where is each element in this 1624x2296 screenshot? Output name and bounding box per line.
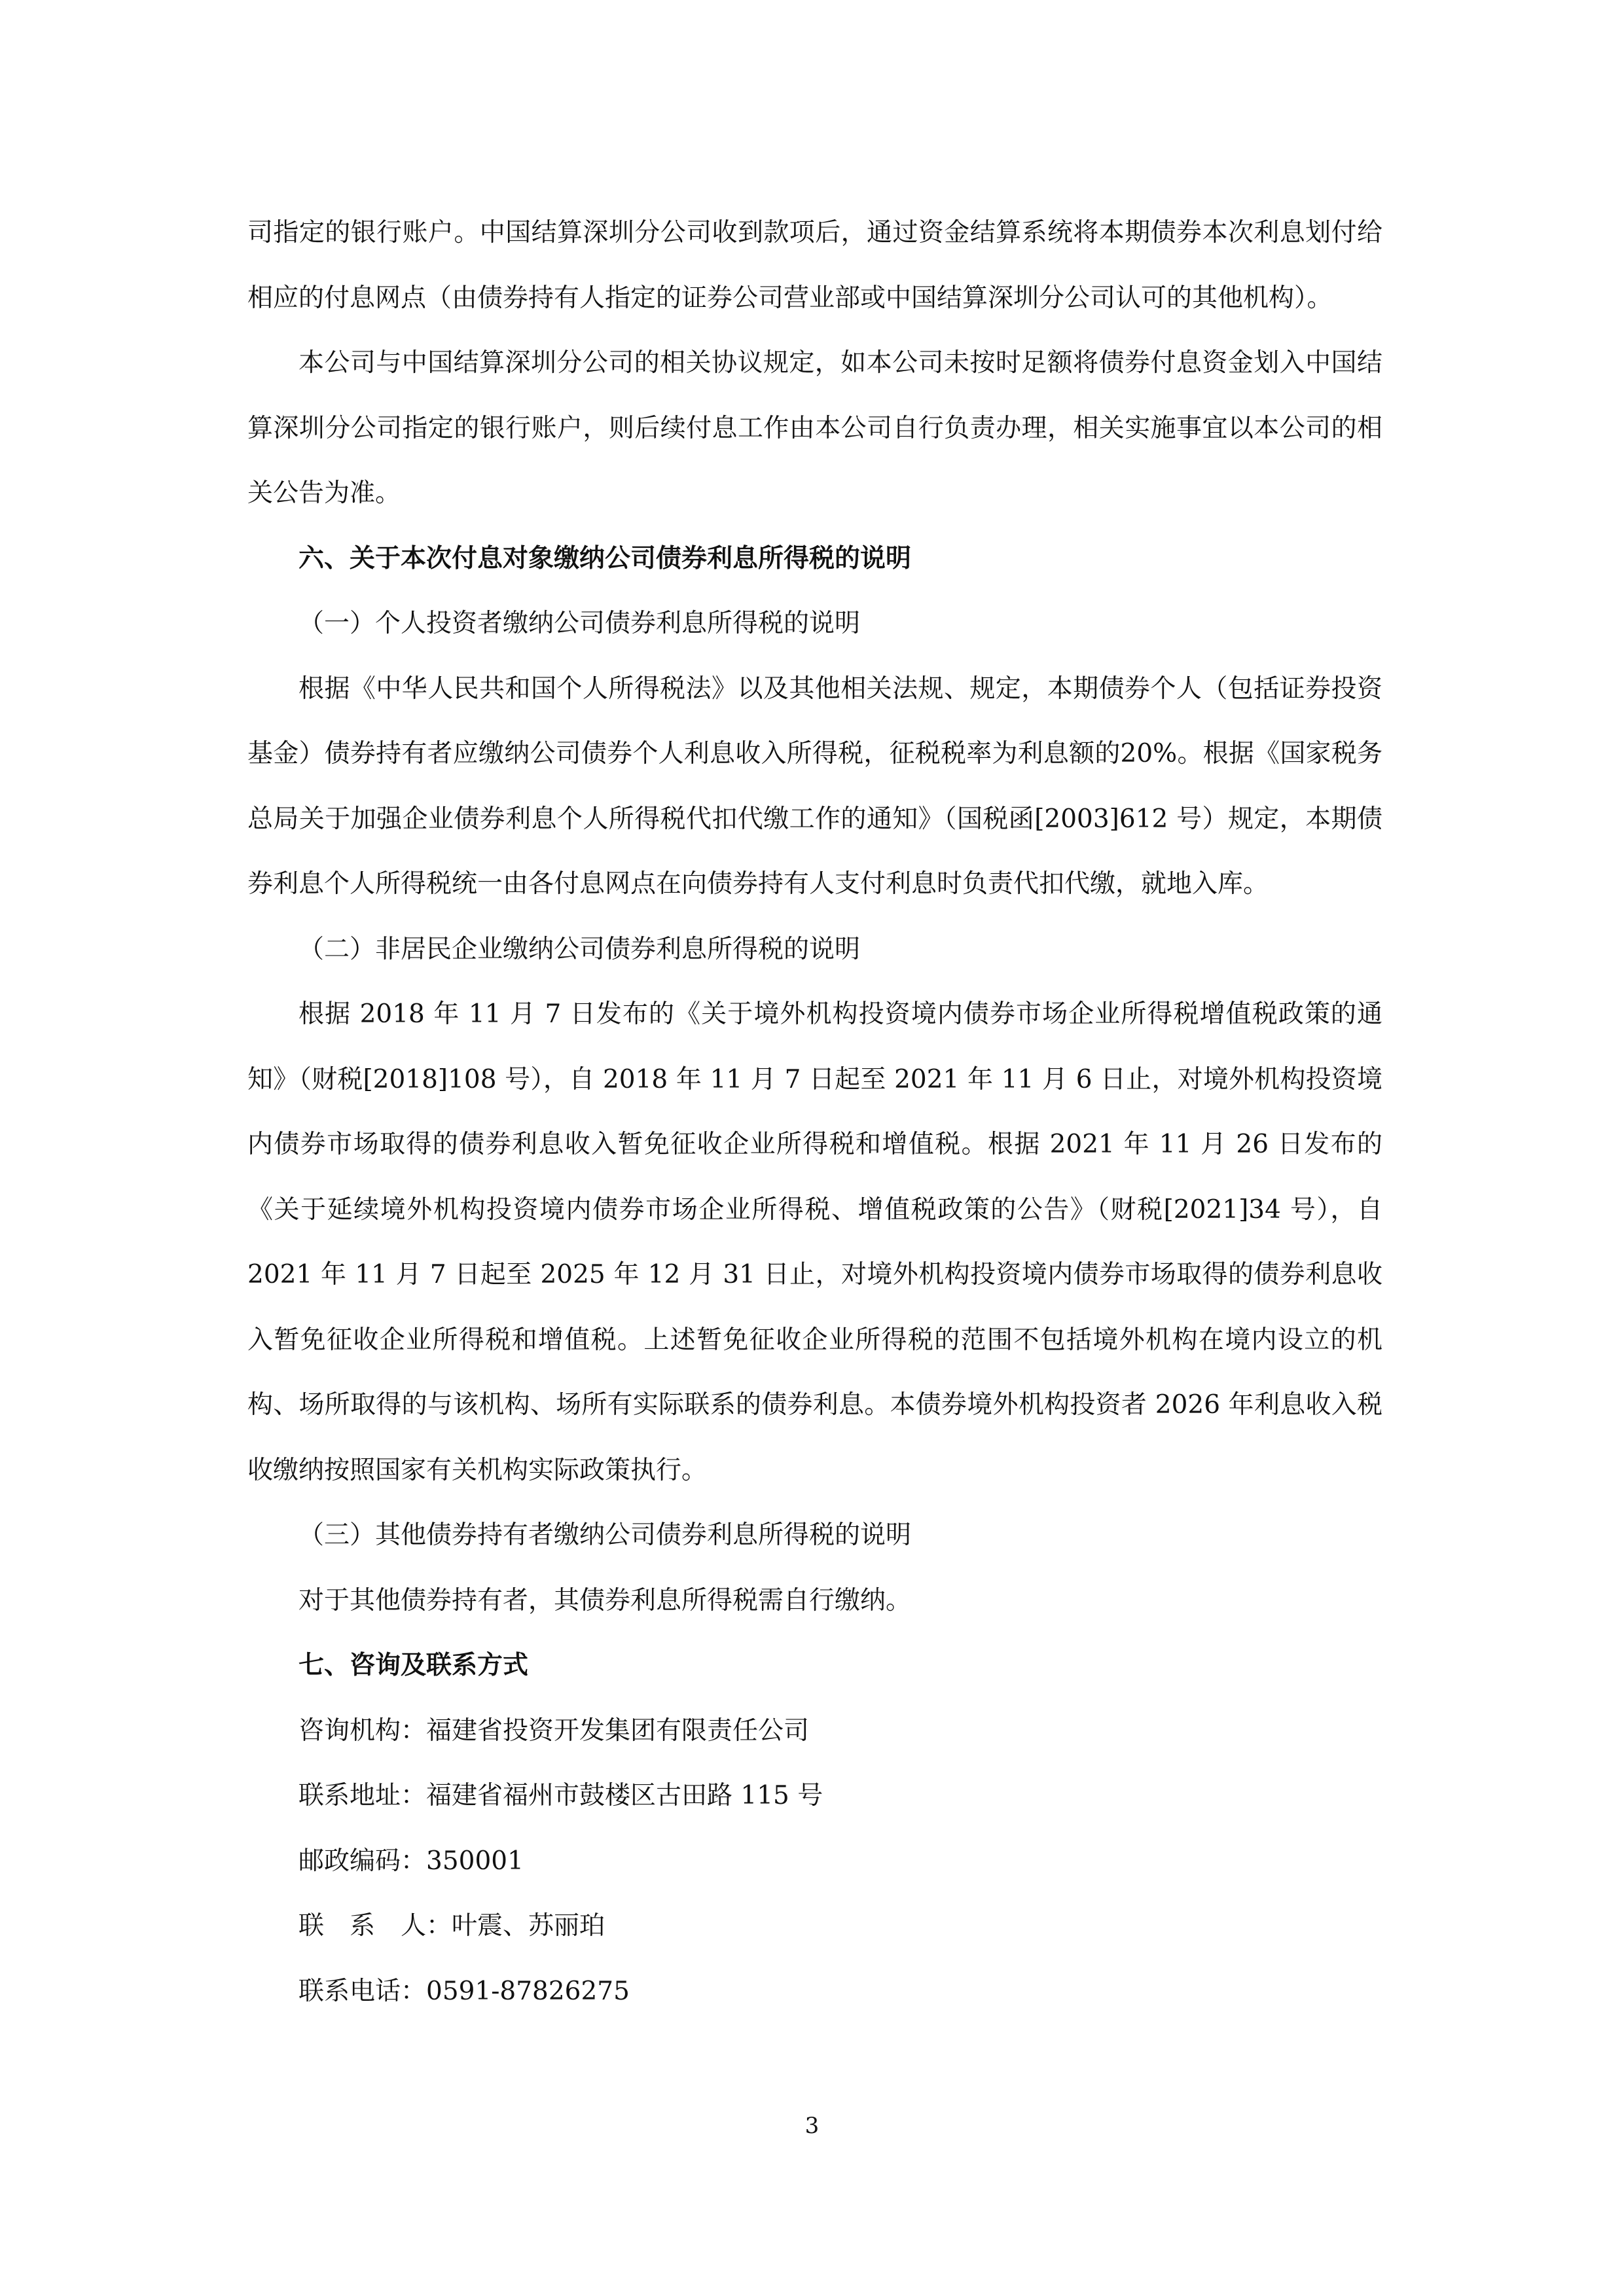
contact-person: 联 系 人：叶震、苏丽珀: [298, 1911, 605, 1941]
contact-postal-code: 邮政编码：350001: [298, 1846, 524, 1876]
contact-phone: 联系电话：0591-87826275: [298, 1976, 630, 2006]
section-heading-tax: 六、关于本次付息对象缴纳公司债券利息所得税的说明: [298, 543, 912, 573]
subheading-other-holders: （三）其他债券持有者缴纳公司债券利息所得税的说明: [298, 1520, 912, 1550]
subheading-individual-investors: （一）个人投资者缴纳公司债券利息所得税的说明: [298, 609, 861, 638]
contact-organization: 咨询机构：福建省投资开发集团有限责任公司: [298, 1715, 810, 1746]
document-body: [247, 200, 1382, 2024]
contact-address: 联系地址：福建省福州市鼓楼区古田路 115 号: [298, 1781, 823, 1810]
paragraph-non-resident-tax: 根据 2018 年 11 月 7 日发布的《关于境外机构投资境内债券市场企业所得税增值税政策的通知》（财税[2018]108 号），自 2018 年 11 月 7 日起至 2021 年 11 月 6 日止，对境外机构投资境内债券市场取得的债券利息收入暂免征收企业所得税和增值税。根据 2021 年 11 月 26 日发布的《关于延续境外机构投资境内债券市场企业所得税、增值税政策的公告》（财税[2021]34 号），自 2021 年 11 月 7 日起至 2025 年 12 月 31 日止，对境外机构投资境内债券市场取得的债券利息收入暂免征收企业所得税和增值税。上述暂免征收企业所得税的范围不包括境外机构在境内设立的机构、场所取得的与该机构、场所有实际联系的债券利息。本债券境外机构投资者 2026 年利息收入税收缴纳按照国家有关机构实际政策执行。: [247, 999, 1382, 1485]
section-heading-contact: 七、咨询及联系方式: [298, 1650, 529, 1680]
paragraph-interest-transfer: 司指定的银行账户。中国结算深圳分公司收到款项后，通过资金结算系统将本期债券本次利息划付给相应的付息网点（由债券持有人指定的证券公司营业部或中国结算深圳分公司认可的其他机构）。: [247, 218, 1382, 313]
paragraph-other-holders-tax: 对于其他债券持有者，其债券利息所得税需自行缴纳。: [298, 1585, 912, 1615]
subheading-non-resident-enterprises: （二）非居民企业缴纳公司债券利息所得税的说明: [298, 934, 861, 964]
paragraph-agreement: 本公司与中国结算深圳分公司的相关协议规定，如本公司未按时足额将债券付息资金划入中国结算深圳分公司指定的银行账户，则后续付息工作由本公司自行负责办理，相关实施事宜以本公司的相关公告为准。: [247, 348, 1382, 508]
paragraph-individual-tax: 根据《中华人民共和国个人所得税法》以及其他相关法规、规定，本期债券个人（包括证券投资基金）债券持有者应缴纳公司债券个人利息收入所得税，征税税率为利息额的20%。根据《国家税务总局关于加强企业债券利息个人所得税代扣代缴工作的通知》（国税函[2003]612 号）规定，本期债券利息个人所得税统一由各付息网点在向债券持有人支付利息时负责代扣代缴，就地入库。: [247, 673, 1382, 899]
page-number: 3: [804, 2113, 820, 2139]
